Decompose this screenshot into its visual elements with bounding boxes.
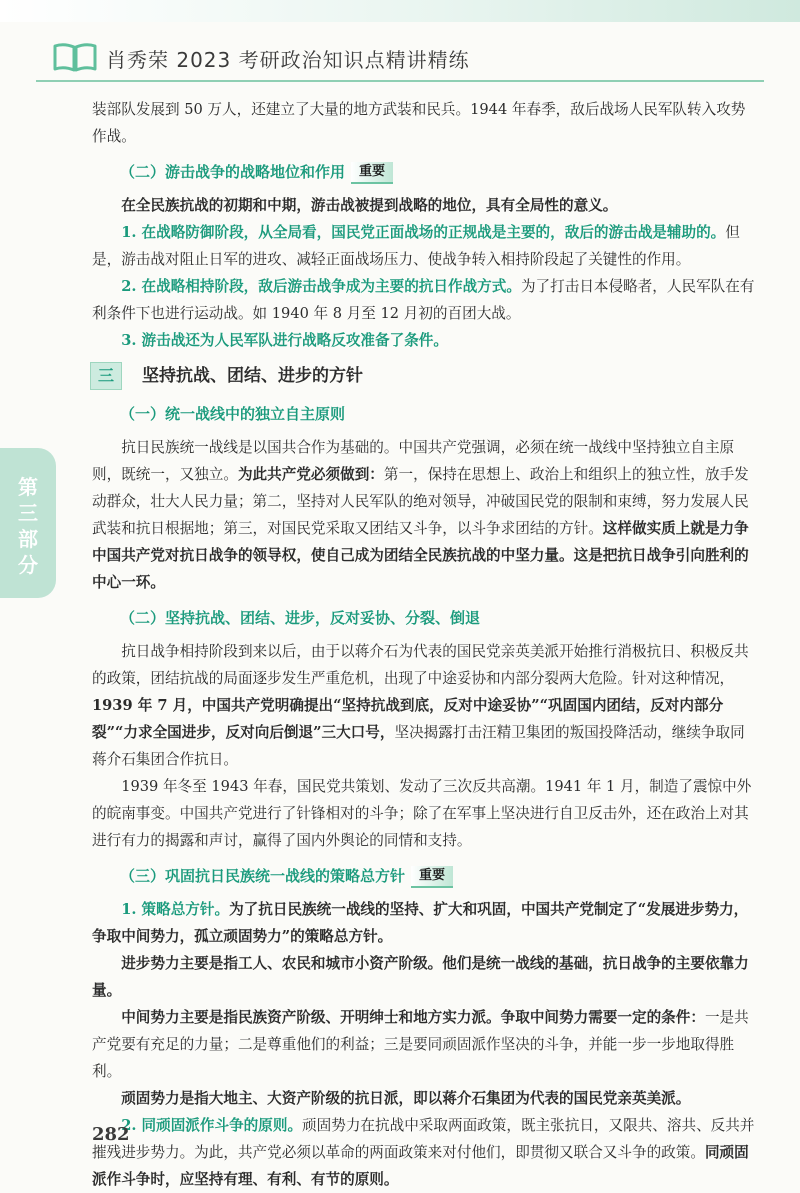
paragraph-text: 但是，游击战对阻止日军的进攻、减轻正面战场压力、使战争转入相持阶段起了关键性的作用。 [92,224,740,268]
key-point: 3. 游击战还为人民军队进行战略反攻准备了条件。 [121,332,448,349]
key-point: 2. 同顽固派作斗争的原则。 [121,1117,303,1134]
emphasis: 为此共产党必须做到： [237,466,384,483]
part-tab-label: 第三部分 [18,475,38,577]
emphasis: 这样做实质上就是力争中国共产党对抗日战争的领导权，使自己成为团结全民族抗战的中坚力量。这是把抗日战争引向胜利的中心一环。 [92,520,749,591]
page-number: 282 [92,1124,130,1145]
paragraph [92,896,756,950]
intro-paragraph: 装部队发展到 50 万人，还建立了大量的地方武装和民兵。1944 年春季，敌后战场人民军队转入攻势作战。 [92,101,746,145]
subheading-independence [120,400,756,428]
paragraph [92,638,756,773]
section-title: 坚持抗战、团结、进步的方针 [142,365,363,386]
header-stripe [0,0,800,22]
paragraph [92,1004,756,1085]
page-content [92,96,756,1193]
paragraph-text: 顽固势力在抗战中采取两面政策，既主张抗日，又限共、溶共、反共并摧残进步势力。为此，共产党必须以革命的两面政策来对付他们，即贯彻又联合又斗争的政策。 [92,1117,755,1161]
paragraph [92,219,756,273]
paragraph: 顽固势力是指大地主、大资产阶级的抗日派，即以蒋介石集团为代表的国民党亲英美派。 [121,1090,691,1107]
emphasis: 中间势力主要是指民族资产阶级、开明绅士和地方实力派。争取中间势力需要一定的条件： [121,1009,705,1026]
paragraph-text: 抗日战争相持阶段到来以后，由于以蒋介石为代表的国民党亲英美派开始推行消极抗日、积极反共的政策，团结抗战的局面逐步发生严重危机，出现了中途妥协和内部分裂两大危险。针对这种情况， [92,643,749,687]
subheading-text: （二）游击战争的战略地位和作用 [120,163,346,181]
paragraph-text: 抗日民族统一战线是以国共合作为基础的。中国共产党强调，必须在统一战线中坚持独立自主原则，既统一，又独立。 [92,439,735,483]
part-tab [0,448,56,598]
paragraph: 在全民族抗战的初期和中期，游击战被提到战略的地位，具有全局性的意义。 [121,197,618,214]
paragraph-text: 为了打击日本侵略者，人民军队在有利条件下也进行运动战。如 1940 年 8 月至 12 月初的百团大战。 [92,278,755,322]
emphasis: 1939 年 7 月，中国共产党明确提出“坚持抗战到底，反对中途妥协”“巩固国内团结，反对内部分裂”“力求全国进步，反对向后倒退”三大口号， [92,697,724,741]
subheading-guerrilla-status [120,158,756,186]
open-book-icon [52,42,98,72]
subheading-text: （一）统一战线中的独立自主原则 [120,405,346,423]
paragraph-text: 第一，保持在思想上、政治上和组织上的独立性，放手发动群众，壮大人民力量；第二，坚持对人民军队的绝对领导，冲破国民党的限制和束缚，努力发展人民武装和抗日根据地；第三，对国民党采取又团结又斗争，以斗争求团结的方针。 [92,466,749,537]
important-badge: 重要 [351,162,393,184]
subheading-text: （三）巩固抗日民族统一战线的策略总方针 [120,867,406,885]
paragraph: 进步势力主要是指工人、农民和城市小资产阶级。他们是统一战线的基础，抗日战争的主要依靠力量。 [92,955,749,999]
book-title: 肖秀荣 2023 考研政治知识点精讲精练 [106,48,470,72]
subheading-strategy [120,862,756,890]
paragraph: 1939 年冬至 1943 年春，国民党共策划、发动了三次反共高潮。1941 年 1 月，制造了震惊中外的皖南事变。中国共产党进行了针锋相对的斗争；除了在军事上坚决进行自卫反击外，还在政治上对其进行有力的揭露和声讨，赢得了国内外舆论的同情和支持。 [92,778,752,849]
paragraph-text: 一是共产党要有充足的力量；二是尊重他们的利益；三是要同顽固派作坚决的斗争，并能一步一步地取得胜利。 [92,1009,749,1080]
page-header [0,0,800,80]
paragraph [92,273,756,327]
section-heading-3 [90,360,756,392]
paragraph [92,1112,756,1193]
important-badge: 重要 [411,866,453,888]
emphasis: 为了抗日民族统一战线的坚持、扩大和巩固，中国共产党制定了“发展进步势力，争取中间势力，孤立顽固势力”的策略总方针。 [92,901,749,945]
header-divider [36,80,764,82]
paragraph-text: 坚决揭露打击汪精卫集团的叛国投降活动，继续争取同蒋介石集团合作抗日。 [92,724,745,768]
section-number: 三 [90,362,122,390]
subheading-text: （二）坚持抗战、团结、进步，反对妥协、分裂、倒退 [120,609,481,627]
key-point: 2. 在战略相持阶段，敌后游击战争成为主要的抗日作战方式。 [121,278,521,295]
subheading-persist [120,604,756,632]
emphasis: 同顽固派作斗争时，应坚持有理、有利、有节的原则。 [92,1144,749,1188]
paragraph [92,434,756,596]
key-point: 1. 策略总方针。 [121,901,230,918]
key-point: 1. 在战略防御阶段，从全局看，国民党正面战场的正规战是主要的，敌后的游击战是辅助的。 [121,224,726,241]
